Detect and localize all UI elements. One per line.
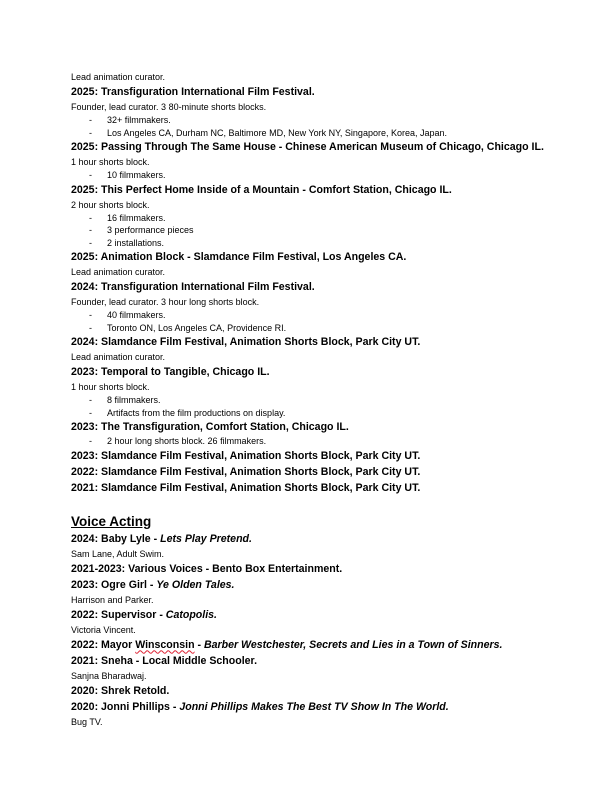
role-heading (71, 532, 571, 547)
bullet-text: 8 filmmakers. (107, 395, 161, 405)
bullet-text: 2 installations. (107, 237, 165, 248)
resume-page (71, 70, 571, 729)
bullet-dash: - (89, 212, 92, 223)
bullet-item (71, 407, 571, 420)
bullet-dash: - (89, 407, 92, 418)
bullet-text: Artifacts from the film productions on display. (107, 407, 286, 418)
role-heading (71, 700, 571, 715)
role-note: Harrison and Parker. (71, 594, 154, 605)
bullet-dash: - (89, 310, 92, 320)
bullet-dash: - (89, 170, 92, 180)
bullet-dash: - (89, 225, 92, 235)
bullet-item (71, 169, 571, 182)
entry-note: 1 hour shorts block. (71, 157, 150, 167)
bullet-item (71, 435, 571, 448)
entry-heading: 2023: Temporal to Tangible, Chicago IL. (71, 366, 270, 378)
entry-note: 2 hour shorts block. (71, 199, 150, 210)
role-separator: - (194, 638, 204, 651)
bullet-item (71, 322, 571, 335)
role-name-flagged: Winsconsin (135, 638, 195, 651)
bullet-dash: - (89, 237, 92, 248)
bullet-item (71, 212, 571, 225)
role-note: Bug TV. (71, 716, 103, 727)
role-title: Barber Westchester, Secrets and Lies in a Town of Sinners. (203, 638, 503, 651)
bullet-item (71, 309, 571, 322)
entry-heading: 2022: Slamdance Film Festival, Animation Shorts Block, Park City UT. (71, 465, 421, 478)
bullet-item (71, 394, 571, 407)
role-title: Jonni Phillips Makes The Best TV Show In The World. (179, 700, 449, 713)
bullet-text: 16 filmmakers. (107, 212, 166, 223)
bullet-dash: - (89, 436, 92, 446)
role-note: Victoria Vincent. (71, 624, 136, 635)
bullet-text: 2 hour long shorts block. 26 filmmakers. (107, 436, 267, 446)
voice-acting-section (71, 532, 571, 729)
entry-heading: 2025: Animation Block - Slamdance Film Festival, Los Angeles CA. (71, 251, 407, 263)
role-heading (71, 578, 571, 593)
bullet-dash: - (89, 322, 92, 333)
entry-note: Founder, lead curator. 3 hour long shorts block. (71, 297, 260, 307)
role-prefix: 2022: Supervisor - (71, 608, 166, 621)
curation-section (71, 70, 571, 496)
role-prefix: 2023: Ogre Girl - (71, 578, 157, 591)
entry-note: Lead animation curator. (71, 72, 166, 82)
entry-heading: 2023: Slamdance Film Festival, Animation Shorts Block, Park City UT. (71, 449, 421, 462)
bullet-text: Toronto ON, Los Angeles CA, Providence RI. (107, 322, 287, 333)
bullet-text: 10 filmmakers. (107, 170, 166, 180)
role-prefix: 2022: Mayor (71, 638, 136, 651)
entry-note: Lead animation curator. (71, 352, 166, 362)
bullet-text: 32+ filmmakers. (107, 115, 171, 125)
role-prefix: 2024: Baby Lyle - (71, 532, 161, 545)
role-heading (71, 638, 571, 653)
entry-heading: 2025: Passing Through The Same House - Chinese American Museum of Chicago, Chicago IL. (71, 141, 544, 153)
bullet-dash: - (89, 127, 92, 138)
entry-heading: 2024: Transfiguration International Film Festival. (71, 281, 315, 293)
entry-heading: 2025: This Perfect Home Inside of a Mountain - Comfort Station, Chicago IL. (71, 183, 452, 196)
role-title: Catopolis. (165, 608, 218, 621)
role-prefix: 2021: Sneha - Local Middle Schooler. (71, 654, 258, 667)
role-prefix: 2020: Jonni Phillips - (71, 700, 180, 713)
bullet-text: 3 performance pieces (107, 225, 194, 235)
role-heading (71, 562, 571, 577)
role-prefix: 2020: Shrek Retold. (71, 684, 170, 697)
bullet-item (71, 237, 571, 250)
role-heading (71, 654, 571, 669)
entry-note: 1 hour shorts block. (71, 382, 150, 392)
bullet-item (71, 114, 571, 127)
bullet-text: 40 filmmakers. (107, 310, 166, 320)
voice-acting-heading: Voice Acting (71, 513, 152, 529)
entry-heading: 2021: Slamdance Film Festival, Animation Shorts Block, Park City UT. (71, 481, 421, 494)
role-heading (71, 684, 571, 699)
entry-heading: 2023: The Transfiguration, Comfort Station, Chicago IL. (71, 421, 349, 433)
role-title: Lets Play Pretend. (160, 532, 252, 545)
bullet-text: Los Angeles CA, Durham NC, Baltimore MD, New York NY, Singapore, Korea, Japan. (107, 127, 448, 138)
role-heading (71, 608, 571, 623)
entry-note: Founder, lead curator. 3 80-minute shorts blocks. (71, 102, 267, 112)
bullet-item (71, 224, 571, 237)
bullet-item (71, 127, 571, 140)
entry-heading: 2024: Slamdance Film Festival, Animation Shorts Block, Park City UT. (71, 336, 421, 348)
role-prefix: 2021-2023: Various Voices - Bento Box Entertainment. (71, 562, 343, 575)
bullet-dash: - (89, 395, 92, 405)
bullet-dash: - (89, 115, 92, 125)
role-title: Ye Olden Tales. (156, 578, 235, 591)
role-note: Sanjna Bharadwaj. (71, 670, 147, 681)
entry-note: Lead animation curator. (71, 267, 166, 277)
entry-heading: 2025: Transfiguration International Film Festival. (71, 86, 315, 98)
role-note: Sam Lane, Adult Swim. (71, 548, 165, 559)
